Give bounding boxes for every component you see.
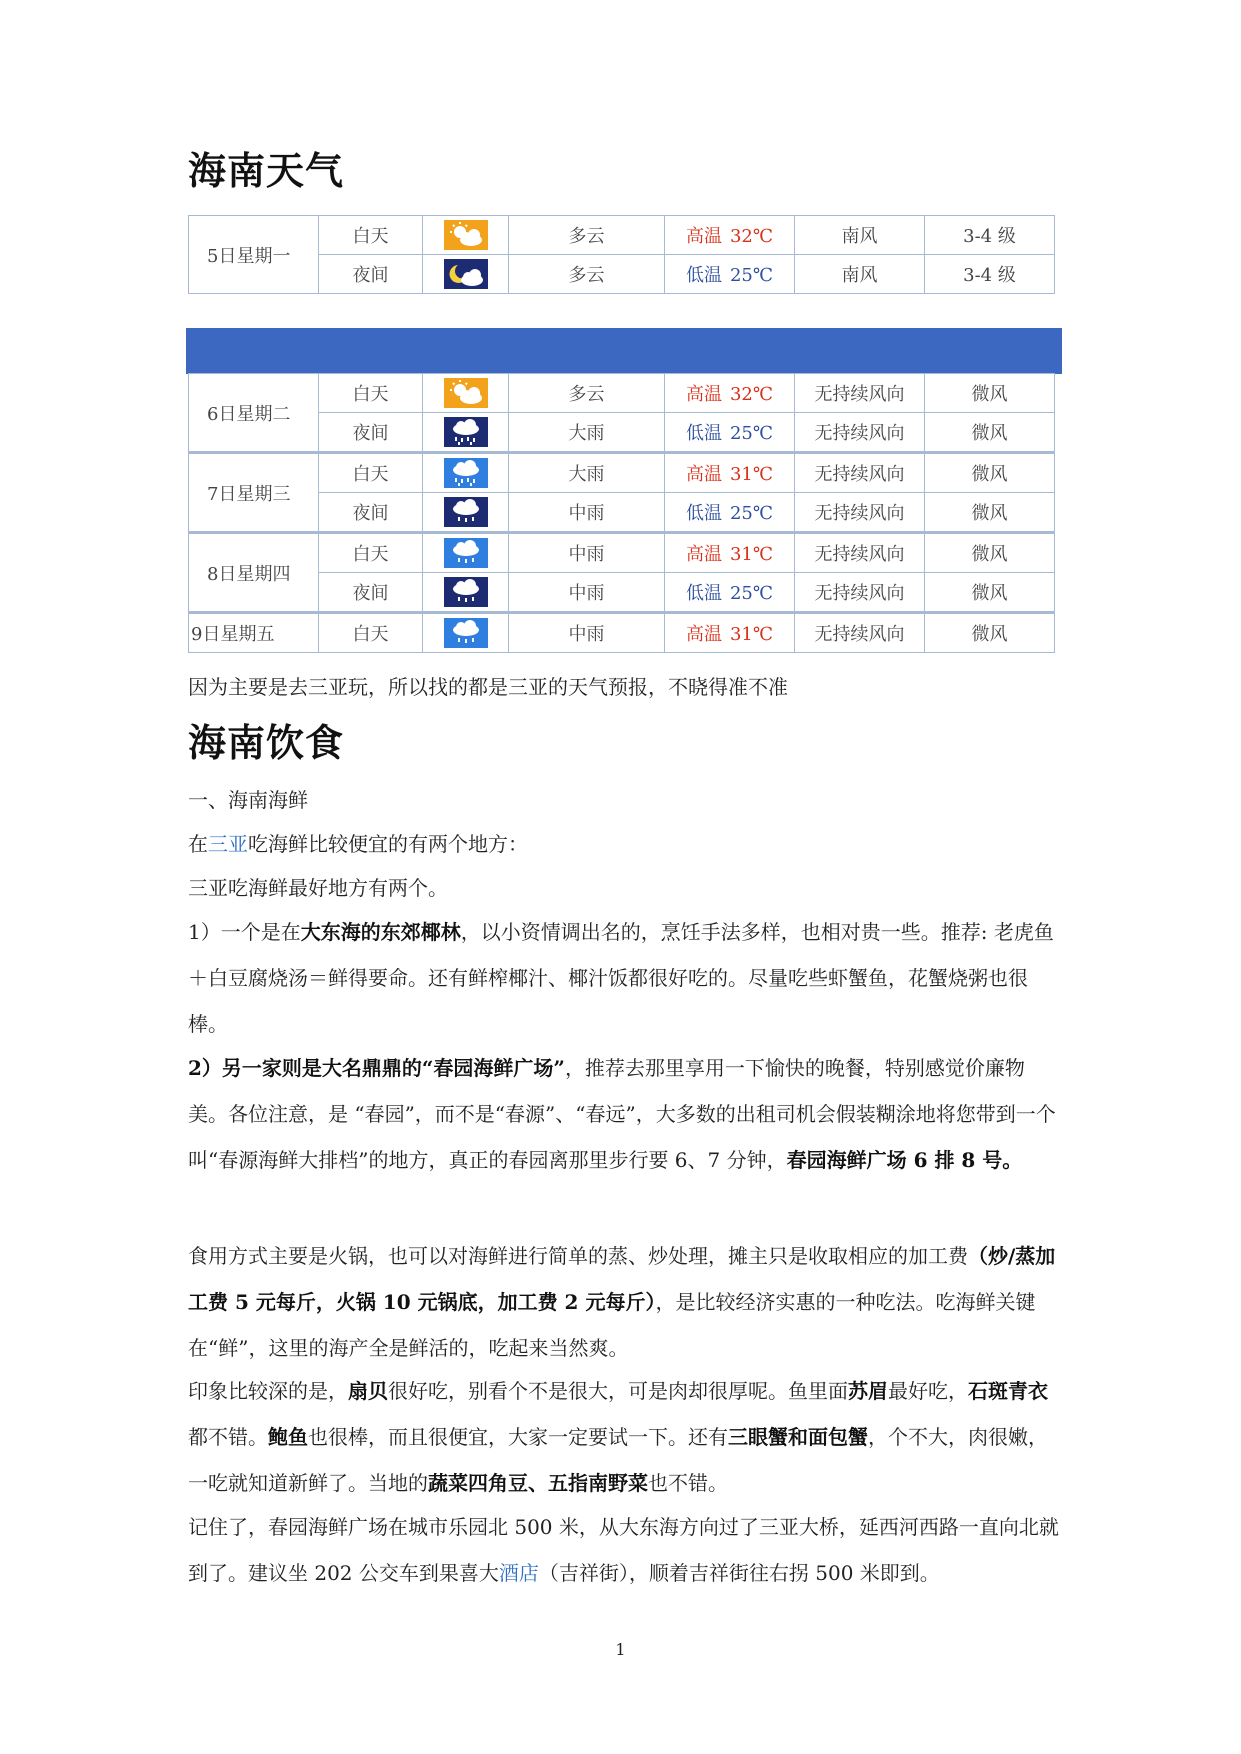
wind-level: 微风 <box>925 573 1055 613</box>
icon-cell <box>423 613 509 653</box>
period-label: 白天 <box>319 374 423 413</box>
condition: 多云 <box>509 374 665 413</box>
weather-row <box>189 613 1055 653</box>
temperature <box>665 413 795 453</box>
temp-value: 25℃ <box>729 583 774 604</box>
temp-value: 31℃ <box>729 624 774 645</box>
temp-value: 31℃ <box>729 464 774 485</box>
temperature <box>665 533 795 573</box>
condition: 中雨 <box>509 573 665 613</box>
temp-label: 高温 <box>685 544 722 565</box>
icon-cell <box>423 374 509 413</box>
p7-text-2: （吉祥街），顺着吉祥街往右拐 500 米即到。 <box>538 1561 940 1585</box>
temp-label: 高温 <box>685 464 722 485</box>
page-number: 1 <box>615 1640 626 1659</box>
icon-cell <box>423 573 509 613</box>
temp-label: 低温 <box>685 265 722 286</box>
heading-food: 海南饮食 <box>188 721 345 765</box>
p4-bold-1: 2）另一家则是大名鼎鼎的“春园海鲜广场” <box>188 1056 565 1080</box>
blue-header-bar <box>186 328 1062 374</box>
wind-direction: 无持续风向 <box>795 613 925 653</box>
period-label: 白天 <box>319 533 423 573</box>
day-label: 6日星期二 <box>189 374 319 453</box>
day-label: 7日星期三 <box>189 453 319 533</box>
p4-text: ，推荐去那里享用一下愉快的晚餐，特别感觉价廉物美。各位注意，是 “春园”，而不是“春源”、“春远”，大多数的出租司机会假装糊涂地将您带到一个叫“春源海鲜大排档”的地方，真正的春园离那里步行要 6、7 分钟， <box>188 1056 1056 1172</box>
p6-bold: 石斑青衣 <box>968 1379 1048 1403</box>
weather-row <box>189 374 1055 413</box>
temperature <box>665 493 795 533</box>
wind-level: 微风 <box>925 493 1055 533</box>
temp-label: 高温 <box>685 226 722 247</box>
wind-level: 微风 <box>925 413 1055 453</box>
period-label: 夜间 <box>319 573 423 613</box>
weather-row <box>189 573 1055 613</box>
period-label: 白天 <box>319 453 423 493</box>
wind-level: 3-4 级 <box>925 255 1055 294</box>
temp-value: 25℃ <box>729 503 774 524</box>
condition: 大雨 <box>509 453 665 493</box>
p6-text: 印象比较深的是， <box>188 1379 348 1403</box>
wind-direction: 南风 <box>795 216 925 255</box>
temperature <box>665 453 795 493</box>
p1-text-2: 吃海鲜比较便宜的有两个地方： <box>248 832 528 856</box>
icon-cell <box>423 255 509 294</box>
temp-label: 低温 <box>685 423 722 444</box>
temperature <box>665 613 795 653</box>
moderate-rain-night-icon <box>444 577 488 607</box>
section-seafood-title: 一、海南海鲜 <box>188 788 308 812</box>
p6-bold: 鲍鱼 <box>268 1425 308 1449</box>
temp-label: 低温 <box>685 503 722 524</box>
link-hotel[interactable]: 酒店 <box>498 1561 539 1585</box>
moderate-rain-day-icon <box>444 538 488 568</box>
wind-direction: 无持续风向 <box>795 533 925 573</box>
p7-text: 记住了，春园海鲜广场在城市乐园北 500 米，从大东海方向过了三亚大桥，延西河西路一直向北就到了。建议坐 202 公交车到果喜大 <box>188 1515 1059 1585</box>
period-label: 夜间 <box>319 255 423 294</box>
weather-row <box>189 493 1055 533</box>
paragraph-4 <box>188 1045 1064 1183</box>
period-label: 夜间 <box>319 413 423 453</box>
paragraph-5 <box>188 1233 1064 1371</box>
p3-bold: 大东海的东郊椰林 <box>300 920 461 944</box>
p6-text: 都不错。 <box>188 1425 268 1449</box>
p1-text: 在 <box>188 832 208 856</box>
paragraph-1 <box>188 821 1064 867</box>
wind-direction: 无持续风向 <box>795 453 925 493</box>
icon-cell <box>423 453 509 493</box>
icon-cell <box>423 413 509 453</box>
condition: 多云 <box>509 255 665 294</box>
paragraph-2: 三亚吃海鲜最好地方有两个。 <box>188 876 448 900</box>
weather-row <box>189 413 1055 453</box>
p6-bold: 三眼蟹和面包蟹 <box>728 1425 868 1449</box>
wind-direction: 南风 <box>795 255 925 294</box>
condition: 中雨 <box>509 613 665 653</box>
temp-value: 25℃ <box>729 423 774 444</box>
day-label: 8日星期四 <box>189 533 319 613</box>
partly-cloudy-day-icon <box>444 220 488 250</box>
wind-direction: 无持续风向 <box>795 573 925 613</box>
paragraph-3 <box>188 909 1064 1047</box>
p6-bold: 苏眉 <box>848 1379 888 1403</box>
paragraph-7 <box>188 1504 1064 1596</box>
temp-label: 高温 <box>685 624 722 645</box>
p3-text: 1）一个是在 <box>188 920 301 944</box>
link-sanya[interactable]: 三亚 <box>208 832 248 856</box>
p6-text: 也很棒，而且很便宜，大家一定要试一下。还有 <box>308 1425 728 1449</box>
temperature <box>665 374 795 413</box>
partly-cloudy-night-icon <box>444 259 488 289</box>
weather-row <box>189 453 1055 493</box>
weather-note: 因为主要是去三亚玩，所以找的都是三亚的天气预报，不晓得准不准 <box>188 675 788 699</box>
condition: 中雨 <box>509 533 665 573</box>
heading-weather: 海南天气 <box>188 149 345 193</box>
heavy-rain-day-icon <box>444 458 488 488</box>
wind-level: 微风 <box>925 374 1055 413</box>
weather-table-1 <box>188 215 1055 294</box>
weather-row <box>189 216 1055 255</box>
temp-label: 高温 <box>685 384 722 405</box>
moderate-rain-day-icon <box>444 618 488 648</box>
temp-value: 31℃ <box>729 544 774 565</box>
temp-value: 32℃ <box>729 384 774 405</box>
period-label: 夜间 <box>319 493 423 533</box>
weather-row <box>189 255 1055 294</box>
wind-direction: 无持续风向 <box>795 374 925 413</box>
p4-bold-2: 春园海鲜广场 6 排 8 号。 <box>786 1148 1023 1172</box>
icon-cell <box>423 493 509 533</box>
p5-text: 食用方式主要是火锅，也可以对海鲜进行简单的蒸、炒处理，摊主只是收取相应的加工费 <box>188 1244 968 1268</box>
p6-text: 很好吃，别看个不是很大，可是肉却很厚呢。鱼里面 <box>388 1379 848 1403</box>
wind-direction: 无持续风向 <box>795 493 925 533</box>
temp-label: 低温 <box>685 583 722 604</box>
p6-text: 最好吃， <box>888 1379 968 1403</box>
period-label: 白天 <box>319 613 423 653</box>
period-label: 白天 <box>319 216 423 255</box>
heavy-rain-night-icon <box>444 417 488 447</box>
p6-text: ，个不大，肉很嫩，一吃就知道新鲜了。当地的 <box>188 1425 1048 1495</box>
icon-cell <box>423 533 509 573</box>
condition: 多云 <box>509 216 665 255</box>
paragraph-6 <box>188 1368 1064 1506</box>
wind-direction: 无持续风向 <box>795 413 925 453</box>
p5-text-2: ，是比较经济实惠的一种吃法。吃海鲜关键在“鲜”，这里的海产全是鲜活的，吃起来当然爽。 <box>188 1290 1036 1360</box>
icon-cell <box>423 216 509 255</box>
wind-level: 微风 <box>925 453 1055 493</box>
partly-cloudy-day-icon <box>444 378 488 408</box>
wind-level: 微风 <box>925 613 1055 653</box>
p6-bold: 蔬菜四角豆、五指南野菜 <box>428 1471 648 1495</box>
temp-value: 25℃ <box>729 265 774 286</box>
condition: 中雨 <box>509 493 665 533</box>
p6-text: 也不错。 <box>648 1471 728 1495</box>
day-label: 5日星期一 <box>189 216 319 294</box>
wind-level: 微风 <box>925 533 1055 573</box>
day-label: 9日星期五 <box>189 613 319 653</box>
temp-value: 32℃ <box>729 226 774 247</box>
p3-text-2: ，以小资情调出名的，烹饪手法多样，也相对贵一些。推荐: 老虎鱼＋白豆腐烧汤＝鲜得要命。还有鲜榨椰汁、椰汁饭都很好吃的。尽量吃些虾蟹鱼，花蟹烧粥也很棒。 <box>188 920 1054 1036</box>
weather-table-2 <box>188 373 1055 653</box>
temperature <box>665 216 795 255</box>
temperature <box>665 255 795 294</box>
condition: 大雨 <box>509 413 665 453</box>
moderate-rain-night-icon <box>444 497 488 527</box>
temperature <box>665 573 795 613</box>
weather-row <box>189 533 1055 573</box>
p6-bold: 扇贝 <box>348 1379 388 1403</box>
p5-bold: （炒/蒸加工费 5 元每斤，火锅 10 元锅底，加工费 2 元每斤） <box>188 1244 1056 1314</box>
wind-level: 3-4 级 <box>925 216 1055 255</box>
